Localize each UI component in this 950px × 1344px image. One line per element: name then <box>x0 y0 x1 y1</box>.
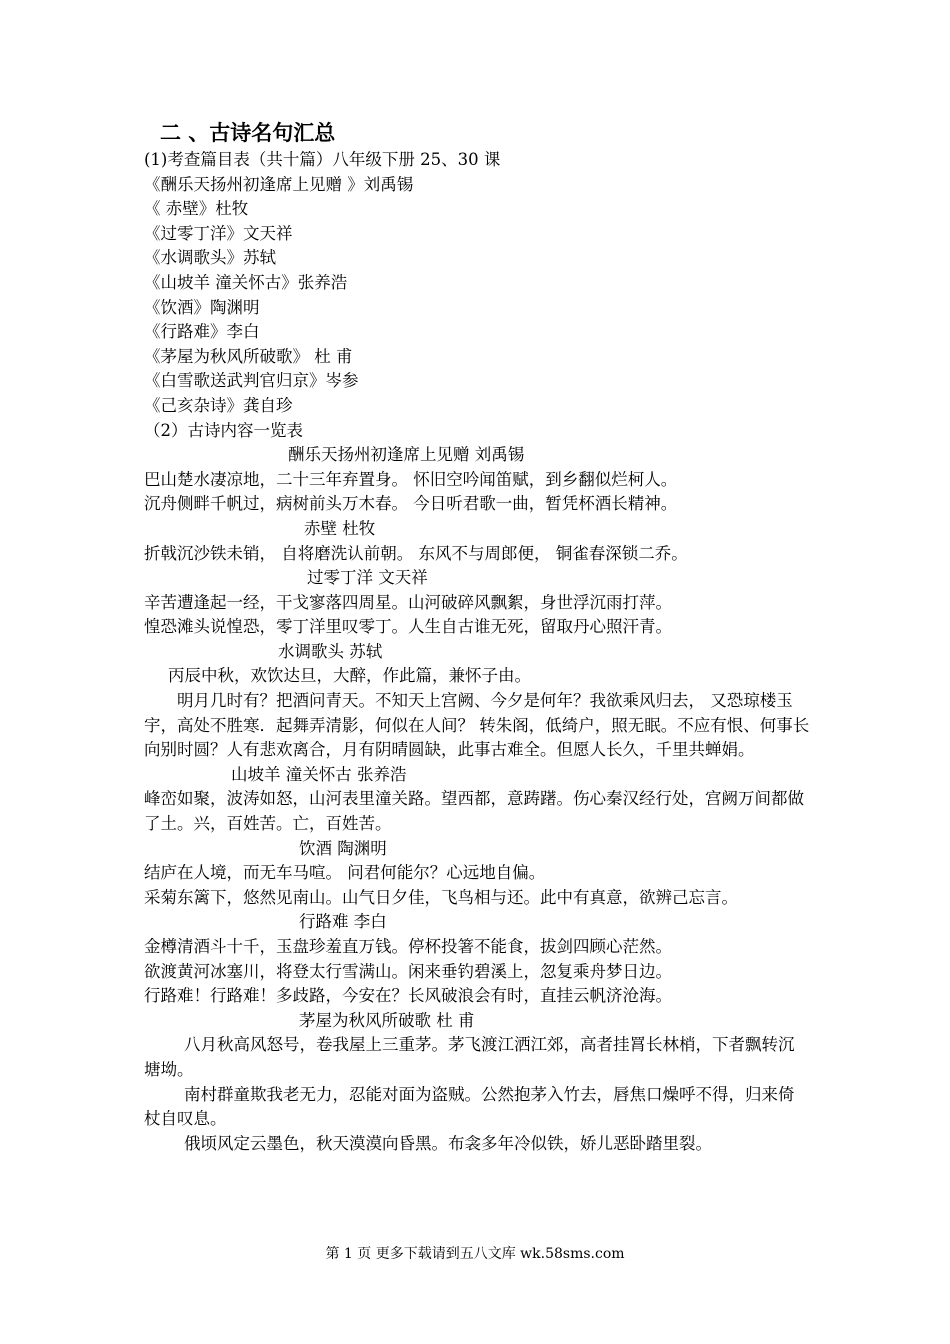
poem-list-item: 《山坡羊 潼关怀古》张养浩 <box>144 272 348 292</box>
poem-line: 金樽清酒斗十千，玉盘珍羞直万钱。停杯投箸不能食，拔剑四顾心茫然。 <box>144 937 672 956</box>
poem-list-item: 《酬乐天扬州初逢席上见赠 》刘禹锡 <box>144 174 414 194</box>
poem-title: 茅屋为秋风所破歌 杜 甫 <box>299 1010 475 1030</box>
poem-line: 沉舟侧畔千帆过，病树前头万木春。 今日听君歌一曲，暂凭杯酒长精神。 <box>144 494 678 514</box>
poem-list-item: 《过零丁洋》文天祥 <box>144 223 293 243</box>
poem-line: 欲渡黄河冰塞川，将登太行雪满山。闲来垂钓碧溪上，忽复乘舟梦日边。 <box>144 961 672 981</box>
poem-list-item: 《 赤壁》杜牧 <box>144 199 249 219</box>
poem-preface: 丙辰中秋，欢饮达旦，大醉，作此篇，兼怀子由。 <box>168 666 531 686</box>
poem-line: 辛苦遭逢起一经，干戈寥落四周星。山河破碎风飘絮，身世浮沉雨打萍。 <box>144 592 672 612</box>
poem-list-intro: (1)考查篇目表（共十篇）八年级下册 25、30 课 <box>144 150 501 169</box>
poem-list-item: 《己亥杂诗》龚自珍 <box>144 395 293 415</box>
page-footer: 第 1 页 更多下载请到五八文库 wk.58sms.com <box>325 1246 625 1262</box>
content-table-intro: （2）古诗内容一览表 <box>144 420 303 440</box>
poem-list-item: 《水调歌头》苏轼 <box>144 248 276 268</box>
poem-body: 明月几时有？把酒问青天。不知天上宫阙、今夕是何年？我欲乘风归去， 又恐琼楼玉宇，高处不胜寒．起舞弄清影，何似在人间？ 转朱阁，低绮户，照无眠。不应有恨、何事长向别时圆？人有悲欢离合，月有阴晴圆缺，此事古难全。但愿人长久，千里共蝉娟。 <box>144 691 810 760</box>
poem-line: 结庐在人境，而无车马喧。 问君何能尔？心远地自偏。 <box>144 863 546 883</box>
poem-title: 饮酒 陶渊明 <box>299 838 387 858</box>
poem-body: 峰峦如聚，波涛如怒，山河表里潼关路。望西都，意踌躇。伤心秦汉经行处，宫阙万间都做了土。兴，百姓苦。亡，百姓苦。 <box>144 789 804 834</box>
poem-title: 行路难 李白 <box>299 912 387 932</box>
poem-title: 水调歌头 苏轼 <box>278 641 383 661</box>
section-heading: 二 、古诗名句汇总 <box>160 121 336 145</box>
poem-body: 采菊东篱下，悠然见南山。山气日夕佳，飞鸟相与还。此中有真意，欲辨己忘言。 <box>144 887 738 907</box>
poem-title: 过零丁洋 文天祥 <box>307 568 428 588</box>
poem-list-item: 《茅屋为秋风所破歌》 杜 甫 <box>144 346 353 366</box>
poem-line: 折戟沉沙铁未销， 自将磨洗认前朝。 东风不与周郎便， 铜雀春深锁二乔。 <box>144 543 688 563</box>
poem-paragraph: 八月秋高风怒号，卷我屋上三重茅。茅飞渡江洒江郊，高者挂罥长林梢，下者飘转沉塘坳。 <box>144 1035 795 1079</box>
poem-list-item: 《行路难》李白 <box>144 322 260 342</box>
poem-paragraph: 俄顷风定云墨色，秋天漠漠向昏黑。布衾多年冷似铁，娇儿恶卧踏里裂。 <box>184 1133 712 1153</box>
poem-title: 赤壁 杜牧 <box>304 518 376 538</box>
poem-line: 行路难！行路难！多歧路，今安在？长风破浪会有时，直挂云帆济沧海。 <box>144 986 672 1006</box>
document-body <box>144 118 810 1156</box>
poem-line: 惶恐滩头说惶恐，零丁洋里叹零丁。人生自古谁无死，留取丹心照汗青。 <box>144 617 672 637</box>
poem-title: 山坡羊 潼关怀古 张养浩 <box>231 764 407 784</box>
poem-title: 酬乐天扬州初逢席上见赠 刘禹锡 <box>288 445 525 465</box>
poem-list-item: 《白雪歌送武判官归京》岑参 <box>144 371 359 391</box>
poem-list-item: 《饮酒》陶渊明 <box>144 297 260 317</box>
poem-paragraph: 南村群童欺我老无力，忍能对面为盗贼。公然抱茅入竹去，唇焦口燥呼不得，归来倚杖自叹息。 <box>144 1084 795 1129</box>
poem-line: 巴山楚水凄凉地，二十三年弃置身。 怀旧空吟闻笛赋，到乡翻似烂柯人。 <box>144 469 678 489</box>
